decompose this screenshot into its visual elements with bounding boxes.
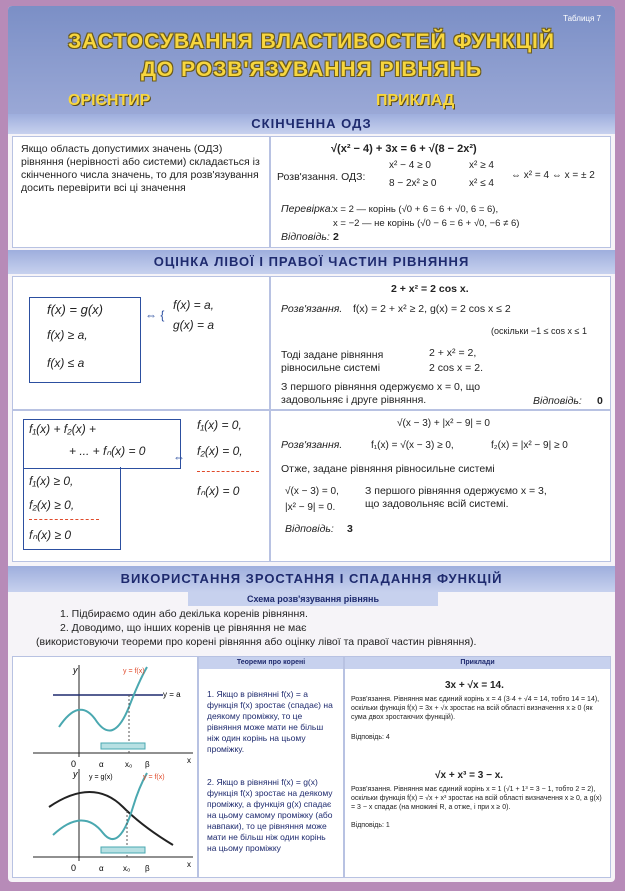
g1-interval — [101, 743, 145, 749]
s1-odz-result: ⇔ x² = 4 ⇔ x = ± 2 — [511, 170, 595, 181]
s2-ex2-sys2: |x² − 9| = 0. — [285, 502, 336, 513]
g2-y-label: y — [73, 769, 78, 779]
scheme-step2: 2. Доводимо, що інших коренів це рівняння не має — [60, 622, 307, 634]
s1-check2: x = −2 — не корінь (√0 − 6 = 6 + √0, −6 ≠ 6) — [333, 218, 520, 229]
s3-ex2-equation: √x + x³ = 3 − x. — [435, 770, 504, 781]
g2-f-curve — [53, 773, 147, 839]
s2-ex1-note: (оскільки −1 ≤ cos x ≤ 1 — [491, 326, 587, 336]
s2-example2-cell — [270, 410, 611, 562]
s2-ex2-f1: f₁(x) = √(x − 3) ≥ 0, — [371, 440, 454, 451]
g1-alpha: α — [99, 760, 104, 769]
s1-odz-line3: x² ≥ 4 — [469, 160, 494, 171]
s1-odz-line2: 8 − 2x² ≥ 0 — [389, 178, 437, 189]
s2-ex2-f2: f₂(x) = |x² − 9| ≥ 0 — [491, 440, 568, 451]
s2-ex2-equation: √(x − 3) + |x² − 9| = 0 — [397, 418, 490, 429]
s2-ex1-solution: f(x) = 2 + x² ≥ 2, g(x) = 2 cos x ≤ 2 — [353, 303, 511, 315]
scheme-title: Схема розв'язування рівнянь — [188, 592, 438, 606]
graphs-cell — [12, 656, 198, 878]
poster — [8, 6, 615, 882]
s2-ex1-sys1: 2 + x² = 2, — [429, 347, 477, 359]
s2-rule1-cond-a: f(x) ≥ a, — [47, 328, 88, 342]
examples-cell — [344, 656, 611, 878]
s2-rule2-eq2: + ... + fₙ(x) = 0 — [69, 444, 146, 458]
page-title-line1: ЗАСТОСУВАННЯ ВЛАСТИВОСТЕЙ ФУНКЦІЙ — [68, 30, 555, 53]
header — [8, 6, 615, 114]
s2-rule2-c3: fₙ(x) ≥ 0 — [29, 528, 72, 542]
s2-ex2-answer: 3 — [347, 523, 353, 535]
s2-rule2-s1: f₁(x) = 0, — [197, 418, 242, 432]
g1-a-label: y = a — [163, 690, 181, 699]
s2-rule1-eq: f(x) = g(x) — [47, 302, 103, 317]
scheme-step1: 1. Підбираємо один або декілька коренів рівняння. — [60, 608, 308, 620]
s1-solution-label: Розв'язання. ОДЗ: — [277, 171, 366, 183]
s2-rule2-cell — [12, 410, 270, 562]
s1-check-label: Перевірка: — [281, 203, 334, 215]
s2-example1-cell — [270, 276, 611, 410]
scheme-step2b: (використовуючи теореми про корені рівняння або оцінку лівої та правої частин рівняння). — [36, 636, 477, 648]
equivalence-arrow: ⇔ { — [145, 308, 165, 322]
theorem-1: 1. Якщо в рівнянні f(x) = a функція f(x) зростає (спадає) на деякому проміжку, то це рівняння може мати не більш ніж один корінь на цьому проміжку. — [207, 689, 333, 754]
g1-y-label: y — [73, 665, 78, 675]
g1-x-label: x — [187, 756, 191, 765]
theorems-header: Теореми про корені — [199, 657, 343, 669]
s2-rule2-dots2 — [197, 471, 259, 472]
section-heading-estimate: ОЦІНКА ЛІВОЇ І ПРАВОЇ ЧАСТИН РІВНЯННЯ — [8, 250, 615, 274]
s1-odz-line1: x² − 4 ≥ 0 — [389, 160, 431, 171]
graphs-svg — [13, 657, 199, 879]
s1-example-cell — [270, 136, 611, 248]
g2-alpha: α — [99, 864, 104, 873]
s2-rule1-sys1: f(x) = a, — [173, 298, 215, 312]
s2-ex2-answer-label: Відповідь: — [285, 523, 334, 535]
s2-rule2-dots — [29, 519, 99, 520]
s2-ex2-sys1: √(x − 3) = 0, — [285, 486, 339, 497]
theorem-2: 2. Якщо в рівнянні f(x) = g(x) функція f(x) зростає на деякому проміжку, а функція g(x) спадає на цьому самому проміжку (або навпаки), то це рівняння може мати не більш ніж один корінь на цьому проміжку — [207, 777, 333, 853]
column-header-right: ПРИКЛАД — [376, 92, 455, 109]
s2-ex2-then: Отже, задане рівняння рівносильне системі — [281, 463, 495, 475]
equivalence-arrow-2: ⇔ — [173, 450, 185, 464]
g2-beta: β — [145, 864, 150, 873]
g2-fx-label: y = f(x) — [143, 774, 165, 781]
s2-rule2-s3: fₙ(x) = 0 — [197, 484, 240, 498]
s3-ex1-equation: 3x + √x = 14. — [445, 680, 504, 691]
s2-ex2-first: З першого рівняння одержуємо x = 3, що задовольняє всій системі. — [365, 485, 547, 510]
s1-guide-text: Якщо область допустимих значень (ОДЗ) рівняння (нерівності або системи) складається із скінченного числа значень, то для розв'язування досить перевірити всі ці значення — [21, 143, 260, 194]
g1-fx-label: y = f(x) — [123, 668, 145, 675]
s2-ex1-first: З першого рівняння одержуємо x = 0, що задовольняє і друге рівняння. — [281, 381, 481, 406]
s2-ex1-equation: 2 + x² = 2 cos x. — [391, 283, 469, 295]
s2-rule2-c1: f₁(x) ≥ 0, — [29, 474, 74, 488]
s2-ex1-answer: 0 — [597, 395, 603, 407]
s2-ex1-answer-label: Відповідь: — [533, 395, 582, 407]
g1-x0: x₀ — [125, 760, 133, 769]
s3-ex2-text: Розв'язання. Рівняння має єдиний корінь x = 1 (√1 + 1³ = 3 − 1, тобто 2 = 2), оскільки функція f(x) = √x + x³ зростає на всій області визначення x ≥ 0, а g(x) = 3 − x спадає (на множині R, а отже, і при x ≥ 0). — [351, 786, 602, 811]
s2-rule2-s2: f₂(x) = 0, — [197, 444, 243, 458]
g2-interval — [101, 847, 145, 853]
s2-rule2-eq1: f₁(x) + f₂(x) + — [29, 422, 97, 436]
section-heading-monotonic: ВИКОРИСТАННЯ ЗРОСТАННЯ І СПАДАННЯ ФУНКЦІЙ — [8, 566, 615, 592]
theorems-cell — [198, 656, 344, 878]
s2-rule1-cell — [12, 276, 270, 410]
s2-ex1-sys2: 2 cos x = 2. — [429, 362, 483, 374]
s3-ex2-answer: Відповідь: 1 — [351, 822, 390, 829]
g1-beta: β — [145, 760, 150, 769]
s2-ex1-then: Тоді задане рівняння рівносильне системі — [281, 349, 384, 374]
section-heading-finite-odz: СКІНЧЕННА ОДЗ — [8, 114, 615, 134]
s3-ex1-answer: Відповідь: 4 — [351, 734, 390, 741]
g2-gx-label: y = g(x) — [89, 774, 113, 781]
s1-odz-line4: x² ≤ 4 — [469, 178, 494, 189]
column-header-left: ОРІЄНТИР — [68, 92, 151, 109]
g2-x0: x₀ — [123, 864, 131, 873]
s2-rule1-cond-b: f(x) ≤ a — [47, 356, 85, 370]
g2-x-label: x — [187, 860, 191, 869]
g1-curve — [59, 667, 147, 731]
g1-origin: 0 — [71, 759, 77, 769]
g2-origin: 0 — [71, 863, 77, 873]
s1-answer: 2 — [333, 231, 339, 243]
s3-ex1-text: Розв'язання. Рівняння має єдиний корінь x = 4 (3·4 + √4 = 14, тобто 14 = 14), оскільки функція f(x) = 3x + √x зростає на всій області визначення x ≥ 0 (як сума двох зростаючих функцій). — [351, 696, 600, 721]
s1-equation: √(x² − 4) + 3x = 6 + √(8 − 2x²) — [331, 143, 477, 155]
s2-rule2-c2: f₂(x) ≥ 0, — [29, 498, 75, 512]
s2-rule1-sys2: g(x) = a — [173, 318, 215, 332]
table-tag: Таблиця 7 — [563, 14, 601, 23]
page-title-line2: ДО РОЗВ'ЯЗУВАННЯ РІВНЯНЬ — [140, 58, 483, 81]
s1-answer-label: Відповідь: — [281, 231, 330, 243]
s2-ex2-solution-label: Розв'язання. — [281, 439, 343, 451]
s2-ex1-solution-label: Розв'язання. — [281, 303, 343, 315]
s1-check1: x = 2 — корінь (√0 + 6 = 6 + √0, 6 = 6), — [333, 204, 499, 215]
examples-header: Приклади — [345, 657, 610, 669]
s1-guide-cell — [12, 136, 270, 248]
g2-g-curve — [49, 792, 173, 845]
